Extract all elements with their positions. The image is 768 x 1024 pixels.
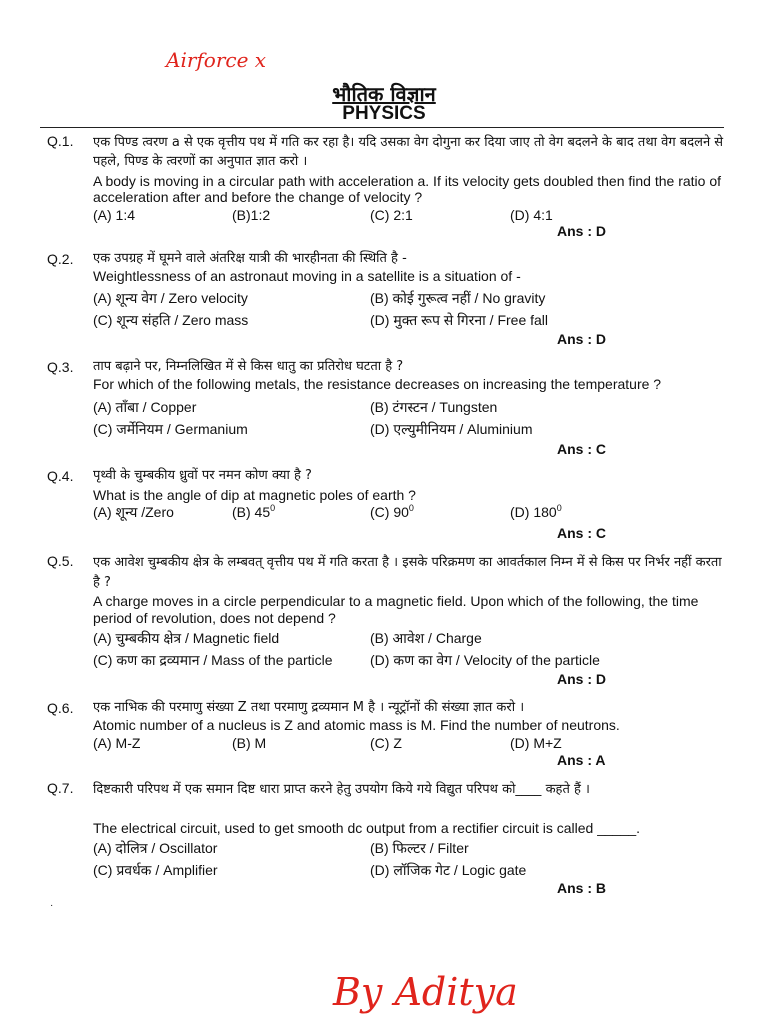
answer: Ans : B	[557, 880, 606, 896]
option-a: (A) 1:4	[93, 207, 136, 223]
question-number: Q.2.	[47, 251, 74, 267]
question-text-english: Weightlessness of an astronaut moving in a satellite is a situation of -	[93, 268, 521, 284]
option-c: (C) प्रवर्धक / Amplifier	[93, 862, 218, 878]
question-number: Q.1.	[47, 133, 74, 149]
question-text-hindi: एक आवेश चुम्बकीय क्षेत्र के लम्बवत् वृत्तीय पथ में गति करता है । इसके परिक्रमण का आवर्तकाल निम्न में से किस पर निर्भर नहीं करता है ?	[93, 555, 722, 590]
question-number: Q.6.	[47, 700, 74, 716]
title-rule	[40, 127, 724, 128]
question-text-english: What is the angle of dip at magnetic poles of earth ?	[93, 487, 416, 503]
question-text-english: A body is moving in a circular path with acceleration a. If its velocity gets doubled then find the ratio of acceleration after and before the change of velocity ?	[93, 173, 722, 205]
answer: Ans : A	[557, 752, 606, 768]
question-number: Q.5.	[47, 553, 74, 569]
answer: Ans : D	[557, 223, 606, 239]
option-d: (D) मुक्त रूप से गिरना / Free fall	[370, 312, 549, 328]
question-text-english: A charge moves in a circle perpendicular to a magnetic field. Upon which of the following, the time period of revolution, does not depend ?	[93, 593, 699, 626]
question-text-english: For which of the following metals, the resistance decreases on increasing the temperature ?	[93, 376, 662, 392]
stray-dot: ·	[50, 900, 54, 911]
option-c: (C) शून्य संहति / Zero mass	[93, 312, 249, 328]
option-b: (B) $45^0$	[232, 503, 276, 520]
question-text-hindi: एक पिण्ड त्वरण a से एक वृत्तीय पथ में गति कर रहा है। यदि उसका वेग दोगुना कर दिया जाए तो वेग बदलने के बाद तथा वेग बदलने से पहले, पिण्ड के त्वरणों का अनुपात ज्ञात करो ।	[93, 135, 724, 169]
question-text-english: The electrical circuit, used to get smooth dc output from a rectifier circuit is called _____.	[93, 820, 641, 836]
question-number: Q.7.	[47, 780, 74, 796]
option-d: (D) $180^0$	[510, 503, 562, 520]
option-d: (D) कण का वेग / Velocity of the particle	[370, 652, 600, 668]
question-text-hindi: एक उपग्रह में घूमने वाले अंतरिक्ष यात्री की भारहीनता की स्थिति है -	[93, 251, 407, 266]
option-c: (C) $90^0$	[370, 503, 414, 520]
option-b: (B) फिल्टर / Filter	[370, 840, 469, 856]
question-text-hindi: पृथ्वी के चुम्बकीय ध्रुवों पर नमन कोण क्या है ?	[93, 468, 312, 483]
question-number: Q.4.	[47, 468, 74, 484]
option-c: (C) 2:1	[370, 207, 413, 223]
title-english: PHYSICS	[342, 103, 426, 124]
option-a: (A) शून्य वेग / Zero velocity	[93, 290, 248, 306]
question-text-hindi: ताप बढ़ाने पर, निम्नलिखित में से किस धातु का प्रतिरोध घटता है ?	[93, 359, 404, 374]
title-hindi: भौतिक विज्ञान	[332, 82, 436, 106]
answer: Ans : D	[557, 331, 606, 347]
question-text-hindi: दिष्टकारी परिपथ में एक समान दिष्ट धारा प्राप्त करने हेतु उपयोग किये गये विद्युत परिपथ को____ कहते हैं ।	[93, 782, 590, 797]
degree-sup: 0	[270, 503, 276, 513]
option-d: (D) लॉजिक गेट / Logic gate	[370, 862, 527, 878]
option-a: (A) चुम्बकीय क्षेत्र / Magnetic field	[93, 630, 280, 646]
degree-sup: 0	[556, 503, 562, 513]
watermark-bottom: By Aditya	[333, 970, 518, 1014]
option-a: (A) दोलित्र / Oscillator	[93, 840, 218, 856]
option-d: (D) 4:1	[510, 207, 553, 223]
option-b: (B) आवेश / Charge	[370, 630, 482, 646]
option-c: (C) जर्मेनियम / Germanium	[93, 421, 248, 437]
answer: Ans : D	[557, 671, 606, 687]
answer: Ans : C	[557, 441, 606, 457]
option-a: (A) ताँबा / Copper	[93, 399, 197, 415]
watermark-top: Airforce x	[166, 48, 267, 72]
option-d: (D) एल्युमीनियम / Aluminium	[370, 421, 533, 437]
question-text-hindi: एक नाभिक की परमाणु संख्या Z तथा परमाणु द्रव्यमान M है । न्यूट्रॉनों की संख्या ज्ञात करो ।	[93, 700, 525, 715]
question-number: Q.3.	[47, 359, 74, 375]
option-d: (D) M+Z	[510, 735, 562, 751]
option-a: (A) M-Z	[93, 735, 141, 751]
option-b: (B) M	[232, 735, 267, 751]
option-b: (B) कोई गुरूत्व नहीं / No gravity	[370, 290, 546, 306]
option-b: (B) टंगस्टन / Tungsten	[370, 399, 498, 415]
option-b: (B)1:2	[232, 207, 271, 223]
answer: Ans : C	[557, 525, 606, 541]
option-a: (A) शून्य /Zero	[93, 504, 174, 520]
degree-sup: 0	[408, 503, 414, 513]
option-c: (C) Z	[370, 735, 402, 751]
option-c: (C) कण का द्रव्यमान / Mass of the particle	[93, 652, 333, 668]
question-text-english: Atomic number of a nucleus is Z and atomic mass is M. Find the number of neutrons.	[93, 717, 620, 733]
